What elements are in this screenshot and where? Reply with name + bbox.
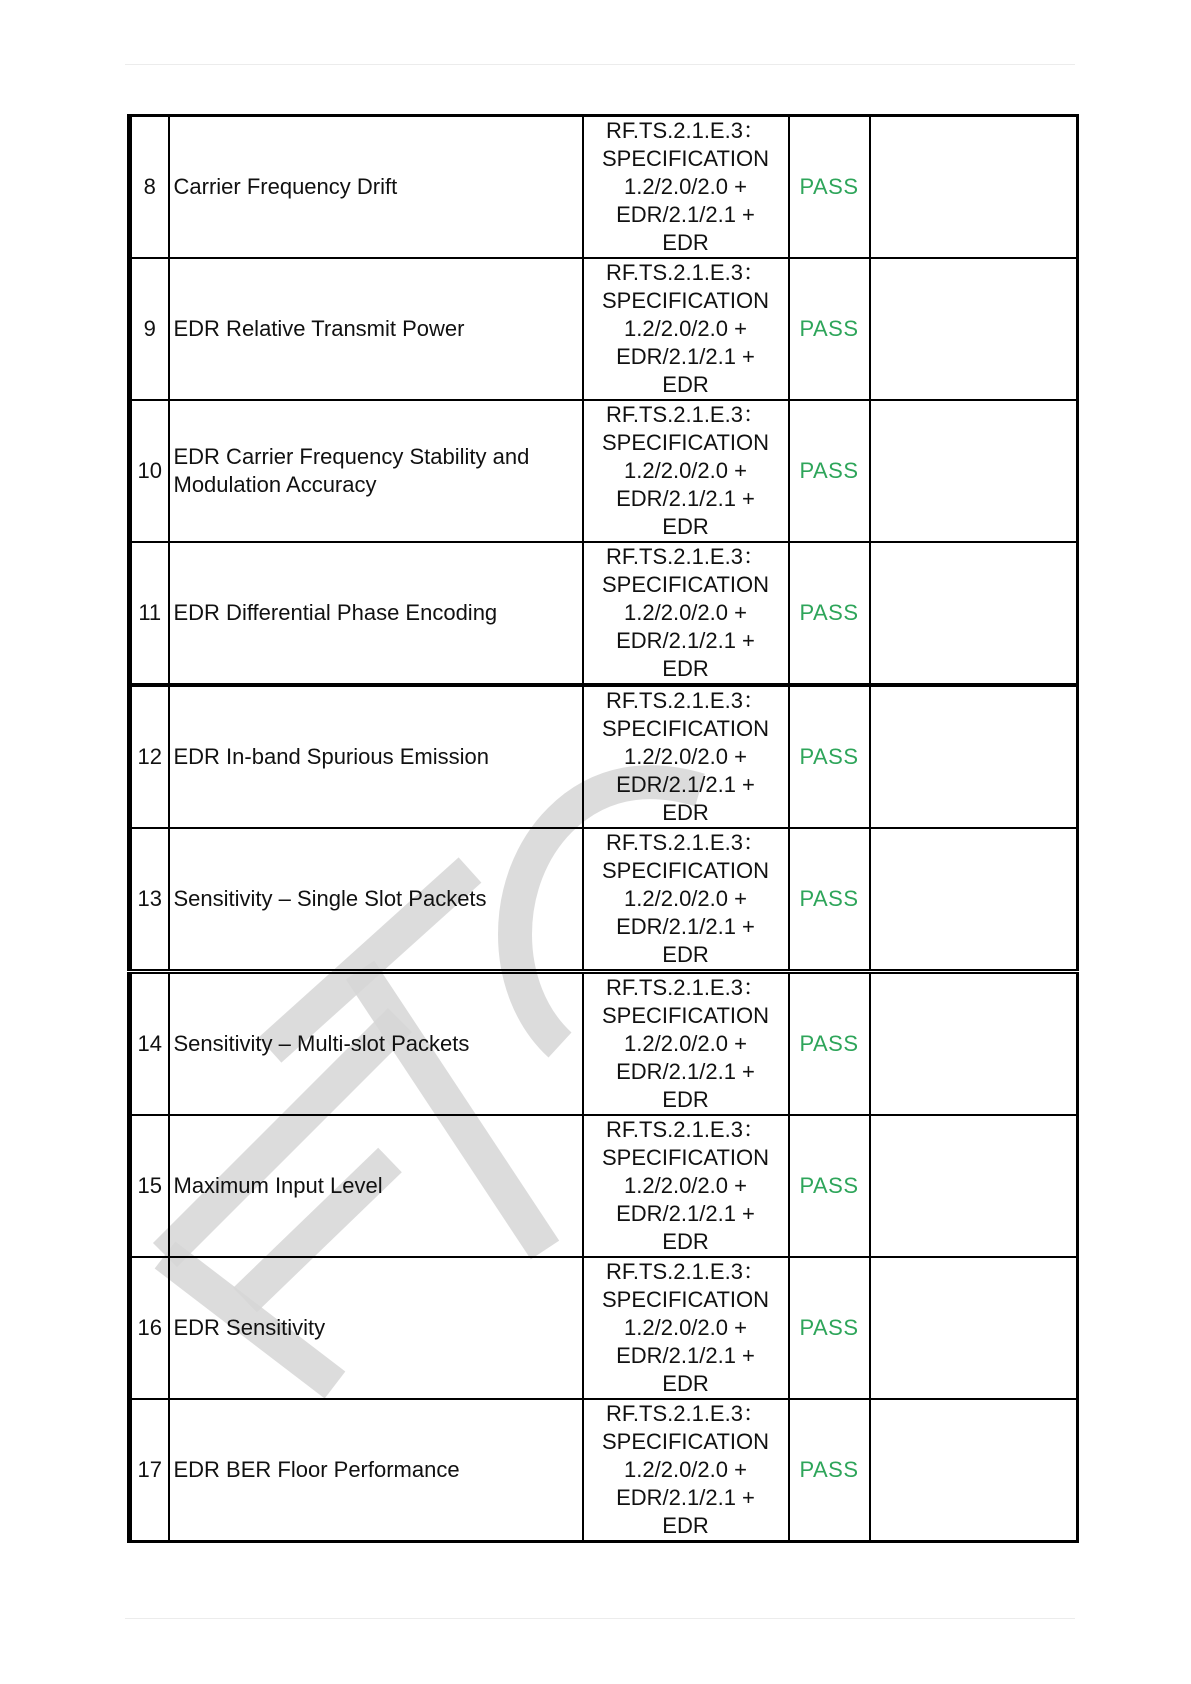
test-specification [583, 400, 789, 542]
test-item: EDR In-band Spurious Emission [169, 685, 583, 828]
page-footer-rule [125, 1618, 1075, 1619]
spec-line: SPECIFICATION [601, 572, 770, 597]
test-specification [583, 116, 789, 259]
test-result: PASS [789, 116, 870, 259]
test-specification [583, 1115, 789, 1257]
spec-line: EDR [662, 1513, 709, 1538]
item-number: 13 [130, 828, 169, 972]
remark [870, 542, 1078, 685]
table-row [130, 828, 1078, 972]
test-results-table [127, 114, 1079, 1543]
spec-line: 1.2/2.0/2.0 + [624, 316, 747, 341]
test-specification [583, 1257, 789, 1399]
spec-line: 1.2/2.0/2.0 + [624, 458, 747, 483]
remark [870, 1257, 1078, 1399]
table-row [130, 685, 1078, 828]
spec-line: EDR [662, 1229, 709, 1254]
test-result: PASS [789, 1115, 870, 1257]
spec-line: SPECIFICATION [601, 1003, 770, 1028]
remark [870, 685, 1078, 828]
item-number: 15 [130, 1115, 169, 1257]
spec-line: EDR/2.1/2.1 + [616, 628, 755, 653]
spec-line: RF.TS.2.1.E.3： [606, 1117, 765, 1142]
test-specification [583, 542, 789, 685]
test-result: PASS [789, 828, 870, 972]
test-specification [583, 972, 789, 1116]
table-row [130, 400, 1078, 542]
remark [870, 828, 1078, 972]
item-number: 8 [130, 116, 169, 259]
spec-line: EDR/2.1/2.1 + [616, 344, 755, 369]
spec-line: 1.2/2.0/2.0 + [624, 1173, 747, 1198]
test-result: PASS [789, 685, 870, 828]
spec-line: EDR/2.1/2.1 + [616, 1201, 755, 1226]
spec-line: SPECIFICATION [601, 288, 770, 313]
spec-line: RF.TS.2.1.E.3： [606, 260, 765, 285]
spec-line: SPECIFICATION [601, 1287, 770, 1312]
spec-line: EDR [662, 942, 709, 967]
spec-line: RF.TS.2.1.E.3： [606, 830, 765, 855]
remark [870, 258, 1078, 400]
test-result: PASS [789, 972, 870, 1116]
spec-line: RF.TS.2.1.E.3： [606, 544, 765, 569]
table-row [130, 1115, 1078, 1257]
spec-line: EDR [662, 1371, 709, 1396]
spec-line: SPECIFICATION [601, 430, 770, 455]
test-result: PASS [789, 542, 870, 685]
item-number: 17 [130, 1399, 169, 1542]
item-number: 16 [130, 1257, 169, 1399]
spec-line: EDR [662, 372, 709, 397]
spec-line: EDR [662, 1087, 709, 1112]
item-number: 9 [130, 258, 169, 400]
remark [870, 116, 1078, 259]
spec-line: RF.TS.2.1.E.3： [606, 1401, 765, 1426]
spec-line: EDR [662, 514, 709, 539]
spec-line: EDR [662, 800, 709, 825]
table-row [130, 1399, 1078, 1542]
spec-line: SPECIFICATION [601, 146, 770, 171]
page-header-rule [125, 64, 1075, 65]
spec-line: RF.TS.2.1.E.3： [606, 975, 765, 1000]
spec-line: 1.2/2.0/2.0 + [624, 600, 747, 625]
spec-line: 1.2/2.0/2.0 + [624, 1315, 747, 1340]
test-specification [583, 258, 789, 400]
test-result: PASS [789, 1257, 870, 1399]
test-item: EDR Sensitivity [169, 1257, 583, 1399]
test-item: Maximum Input Level [169, 1115, 583, 1257]
remark [870, 400, 1078, 542]
remark [870, 972, 1078, 1116]
spec-line: 1.2/2.0/2.0 + [624, 174, 747, 199]
item-number: 12 [130, 685, 169, 828]
test-item: Sensitivity – Multi-slot Packets [169, 972, 583, 1116]
spec-line: SPECIFICATION [601, 1429, 770, 1454]
test-result: PASS [789, 258, 870, 400]
test-result: PASS [789, 400, 870, 542]
test-specification [583, 685, 789, 828]
spec-line: 1.2/2.0/2.0 + [624, 744, 747, 769]
spec-line: EDR/2.1/2.1 + [616, 1485, 755, 1510]
item-number: 14 [130, 972, 169, 1116]
spec-line: EDR/2.1/2.1 + [616, 1059, 755, 1084]
item-number: 10 [130, 400, 169, 542]
spec-line: 1.2/2.0/2.0 + [624, 1031, 747, 1056]
spec-line: EDR [662, 230, 709, 255]
remark [870, 1115, 1078, 1257]
spec-line: EDR/2.1/2.1 + [616, 486, 755, 511]
spec-line: SPECIFICATION [601, 1145, 770, 1170]
spec-line: RF.TS.2.1.E.3： [606, 118, 765, 143]
remark [870, 1399, 1078, 1542]
test-result: PASS [789, 1399, 870, 1542]
table-row [130, 258, 1078, 400]
test-item: EDR BER Floor Performance [169, 1399, 583, 1542]
table-row [130, 1257, 1078, 1399]
test-specification [583, 1399, 789, 1542]
spec-line: RF.TS.2.1.E.3： [606, 688, 765, 713]
table-row [130, 972, 1078, 1116]
test-item: Carrier Frequency Drift [169, 116, 583, 259]
test-specification [583, 828, 789, 972]
test-item: Sensitivity – Single Slot Packets [169, 828, 583, 972]
spec-line: RF.TS.2.1.E.3： [606, 402, 765, 427]
spec-line: 1.2/2.0/2.0 + [624, 1457, 747, 1482]
item-number: 11 [130, 542, 169, 685]
table-row [130, 116, 1078, 259]
spec-line: EDR/2.1/2.1 + [616, 1343, 755, 1368]
spec-line: EDR [662, 656, 709, 681]
spec-line: EDR/2.1/2.1 + [616, 202, 755, 227]
test-item: EDR Carrier Frequency Stability and Modulation Accuracy [169, 400, 583, 542]
spec-line: SPECIFICATION [601, 716, 770, 741]
spec-line: SPECIFICATION [601, 858, 770, 883]
spec-line: EDR/2.1/2.1 + [616, 772, 755, 797]
test-item: EDR Relative Transmit Power [169, 258, 583, 400]
spec-line: 1.2/2.0/2.0 + [624, 886, 747, 911]
table-row [130, 542, 1078, 685]
spec-line: EDR/2.1/2.1 + [616, 914, 755, 939]
spec-line: RF.TS.2.1.E.3： [606, 1259, 765, 1284]
test-item: EDR Differential Phase Encoding [169, 542, 583, 685]
